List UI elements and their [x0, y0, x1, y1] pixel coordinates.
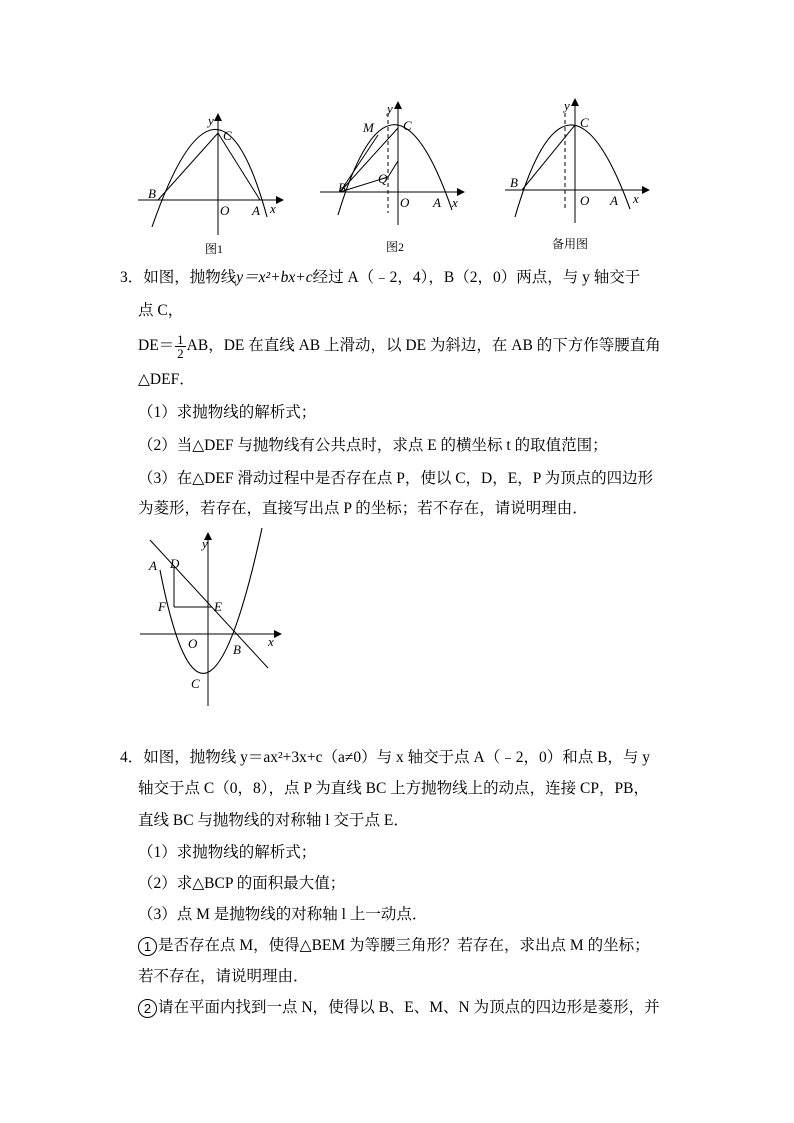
q4-sub2-text: 请在平面内找到一点 N，使得以 B、E、M、N 为顶点的四边形是菱形，并	[158, 999, 660, 1016]
q3-part2: （2）当△DEF 与抛物线有公共点时，求点 E 的横坐标 t 的取值范围；	[138, 437, 608, 454]
q4-sub1-text: 是否存在点 M，使得△BEM 为等腰三角形？若存在，求出点 M 的坐标；	[158, 937, 650, 954]
fig3-label-c: C	[580, 115, 589, 130]
q3-equation: y＝x²+bx+c	[236, 269, 313, 286]
figure-1	[138, 113, 282, 256]
q3-part3a: （3）在△DEF 滑动过程中是否存在点 P，使以 C，D，E，P 为顶点的四边形	[138, 470, 654, 487]
q4-part2: （2）求△BCP 的面积最大值；	[138, 875, 346, 892]
q3-line3-rest: AB，DE 在直线 AB 上滑动，以 DE 为斜边，在 AB 的下方作等腰直角	[186, 337, 661, 355]
fig2-label-b: B	[338, 180, 346, 195]
fig1-label-c: C	[223, 128, 232, 143]
fig2-label-q: Q	[378, 171, 388, 186]
fig2-caption: 图2	[386, 240, 405, 254]
circled-1-marker: 1	[138, 937, 157, 956]
fig3-label-b: B	[510, 175, 518, 190]
figure-spare	[505, 98, 648, 251]
q3-fig-label-f: F	[158, 599, 166, 614]
q3-line1-suffix: 经过 A（﹣2，4），B（2，0）两点，与 y 轴交于	[312, 269, 641, 286]
fig3-label-y: y	[564, 98, 570, 113]
q4-line1: 4．如图，抛物线 y＝ax²+3x+c（a≠0）与 x 轴交于点 A（﹣2，0）和点 B，与 y	[120, 749, 651, 766]
q3-prefix: 3．如图，抛物线	[120, 269, 237, 286]
q3-line1	[120, 268, 640, 288]
q3-de-lhs: DE＝	[138, 337, 175, 355]
fig3-caption: 备用图	[552, 237, 589, 251]
q3-fig-label-d: D	[170, 556, 180, 571]
q3-line4: △DEF．	[138, 371, 195, 388]
q3-line2: 点 C，	[138, 302, 184, 319]
fig1-label-o: O	[220, 203, 230, 218]
q4-sub2	[138, 998, 660, 1018]
q3-part3b: 为菱形，若存在，直接写出点 P 的坐标；若不存在，请说明理由．	[138, 500, 588, 517]
q4-line3: 直线 BC 与抛物线的对称轴 l 交于点 E．	[138, 812, 409, 829]
fig3-label-a: A	[610, 193, 618, 208]
q3-fig-label-e: E	[214, 599, 222, 614]
q3-fig-label-c: C	[191, 676, 200, 691]
q3-fig-label-y: y	[202, 536, 208, 551]
q4-part3: （3）点 M 是抛物线的对称轴 l 上一动点．	[138, 906, 428, 923]
fig2-label-y: y	[387, 101, 393, 116]
figure-row	[130, 95, 670, 265]
fig2-label-c: C	[403, 118, 412, 133]
fig2-label-m: M	[363, 120, 374, 135]
q4-sub1-line2: 若不存在，请说明理由．	[138, 968, 309, 985]
fig1-label-y: y	[208, 113, 214, 128]
circled-2-marker: 2	[138, 999, 157, 1018]
q4-sub1	[138, 936, 650, 956]
q3-fig-label-a: A	[149, 558, 157, 573]
q3-frac-num: 1	[177, 332, 184, 347]
q3-fig-label-o: O	[188, 636, 198, 651]
q3-part1: （1）求抛物线的解析式；	[138, 404, 317, 421]
fig1-label-x: x	[270, 201, 276, 216]
fig3-label-x: x	[633, 191, 639, 206]
fig2-label-x: x	[452, 195, 458, 210]
q3-fig-label-b: B	[233, 642, 241, 657]
q3-fraction	[175, 333, 186, 360]
q3-line3	[138, 333, 661, 360]
figure-2	[320, 101, 463, 254]
q3-figure	[132, 528, 282, 710]
q3-fig-label-x: x	[268, 634, 274, 649]
q4-part1: （1）求抛物线的解析式；	[138, 844, 317, 861]
fig2-label-a: A	[433, 195, 441, 210]
q4-line2: 轴交于点 C（0，8），点 P 为直线 BC 上方抛物线上的动点，连接 CP，PB，	[138, 780, 649, 797]
fig1-caption: 图1	[205, 242, 224, 256]
fig3-label-o: O	[580, 193, 590, 208]
figures-svg	[130, 95, 670, 265]
q3-frac-den: 2	[177, 346, 184, 361]
q3-figure-svg	[132, 528, 282, 710]
fig1-label-a: A	[252, 203, 260, 218]
fig1-label-b: B	[148, 186, 156, 201]
fig2-label-o: O	[400, 195, 410, 210]
